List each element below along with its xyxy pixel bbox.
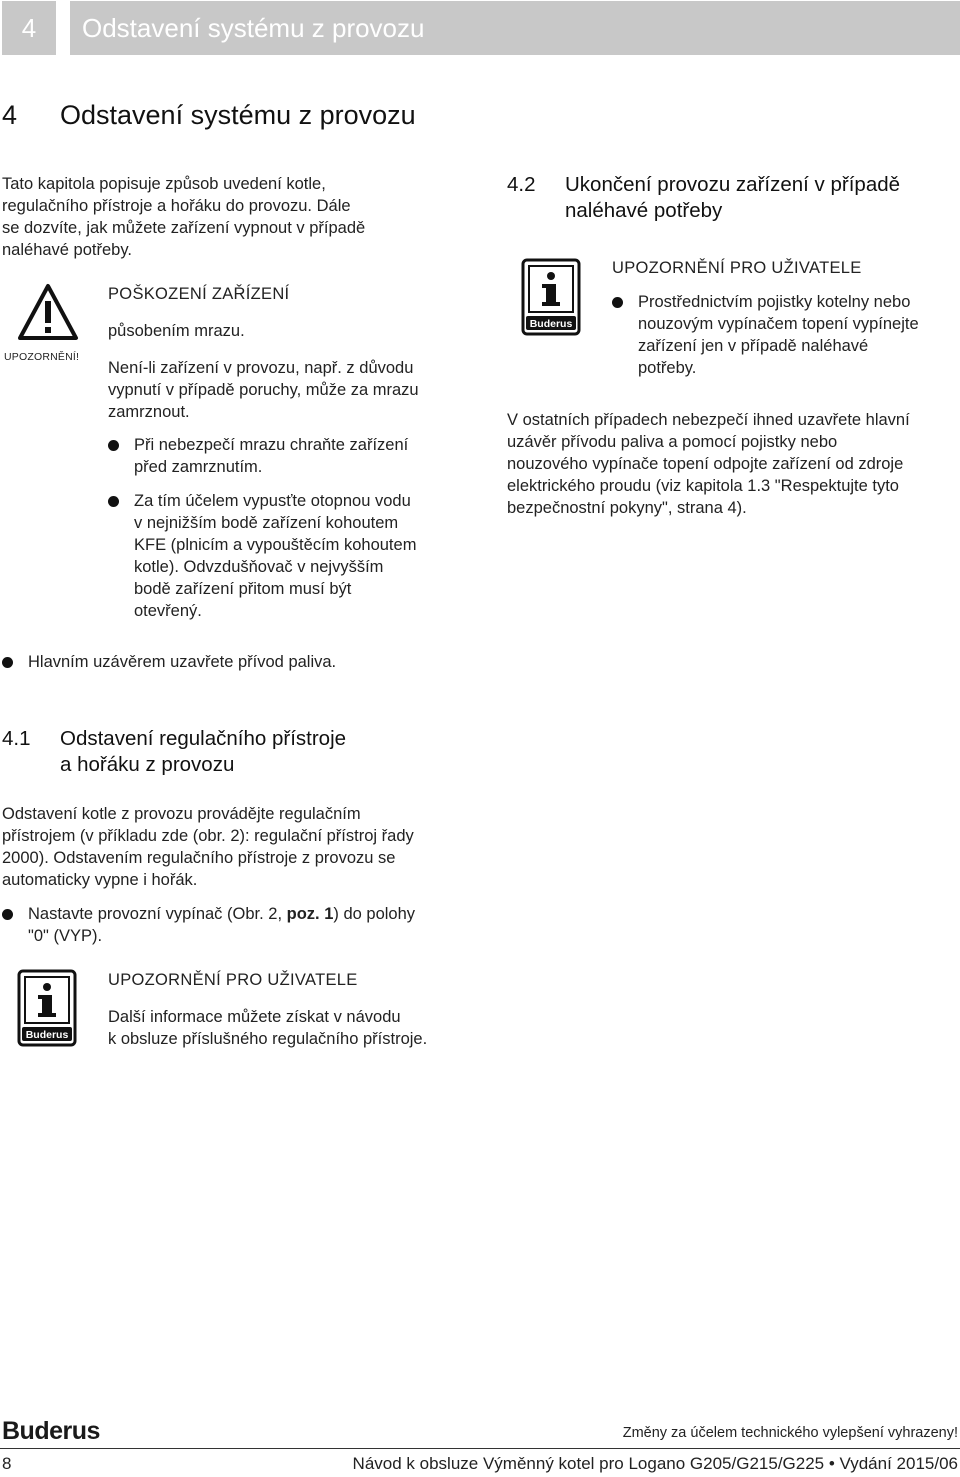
warning-triangle-icon [17, 283, 79, 341]
fuel-supply-bullet [28, 651, 336, 673]
change-note: Změny za účelem technického vylepšení vyhrazeny! [622, 1425, 958, 1441]
intro-line: se dozvíte, jak můžete zařízení vypnout v případě [2, 219, 366, 237]
section-number: 4.2 [507, 173, 536, 196]
bullet-line: KFE (plnicím a vypouštěcím kohoutem [134, 536, 417, 554]
paragraph-line: 2000). Odstavením regulačního přístroje z provozu se [2, 849, 396, 867]
notice-bullet [638, 291, 919, 379]
bullet-line: zařízení jen v případě naléhavé [638, 337, 869, 355]
warning-text-line: Není-li zařízení v provozu, např. z důvodu [108, 359, 414, 377]
notice-text [108, 1006, 427, 1050]
buderus-logo: Buderus [2, 1417, 100, 1445]
bullet-dot-icon [612, 297, 623, 308]
chapter-title-bar: Odstavení systému z provozu [70, 1, 960, 55]
warning-text-line: vypnutí v případě poruchy, může za mrazu [108, 381, 419, 399]
page-title-number: 4 [2, 100, 18, 130]
bullet-line: bodě zařízení přitom musí být [134, 580, 352, 598]
paragraph-line: V ostatních případech nebezpečí ihned uzavřete hlavní [507, 411, 910, 429]
bullet-line: "0" (VYP). [28, 927, 103, 945]
bullet-line: Prostřednictvím pojistky kotelny nebo [638, 293, 911, 311]
warning-bullet-2 [134, 490, 416, 622]
warning-text-line: zamrznout. [108, 403, 190, 421]
paragraph-line: bezpečnostní pokyny", strana 4). [507, 499, 747, 517]
bullet-line: Nastavte provozní vypínač (Obr. 2, poz. 1) do polohy [28, 905, 416, 923]
operating-switch-bullet [28, 903, 415, 947]
warning-title: POŠKOZENÍ ZAŘÍZENÍ [108, 285, 290, 303]
paragraph-line: automaticky vypne i hořák. [2, 871, 198, 889]
intro-paragraph [2, 173, 365, 261]
paragraph-line: uzávěr přívodu paliva a pomocí pojistky nebo [507, 433, 838, 451]
intro-line: Tato kapitola popisuje způsob uvedení kotle, [2, 175, 326, 193]
paragraph-line: elektrického proudu (viz kapitola 1.3 "Respektujte tyto [507, 477, 899, 495]
bullet-line: Hlavním uzávěrem uzavřete přívod paliva. [28, 653, 337, 671]
section-4-1-paragraph [2, 803, 414, 891]
warning-bullet-1 [134, 434, 408, 478]
section-title-line: Odstavení regulačního přístroje [60, 727, 347, 750]
paragraph-line: Odstavení kotle z provozu provádějte regulačním [2, 805, 361, 823]
section-4-2-paragraph [507, 409, 910, 519]
bullet-line: nouzovým vypínačem topení vypínejte [638, 315, 919, 333]
section-4-2-heading [507, 172, 900, 224]
section-number: 4.1 [2, 727, 31, 750]
bullet-line: Při nebezpečí mrazu chraňte zařízení [134, 436, 409, 454]
bullet-dot-icon [2, 657, 13, 668]
document-reference: Návod k obsluze Výměnný kotel pro Logano G205/G215/G225 • Vydání 2015/06 [352, 1454, 958, 1473]
intro-line: regulačního přístroje a hořáku do provozu. Dále [2, 197, 351, 215]
warning-label: UPOZORNĚNÍ! [4, 351, 80, 363]
info-icon [17, 969, 77, 1047]
bullet-dot-icon [2, 909, 13, 920]
notice-title: UPOZORNĚNÍ PRO UŽIVATELE [108, 971, 358, 989]
info-brand-text: Buderus [25, 1029, 69, 1041]
bullet-line: otevřený. [134, 602, 202, 620]
section-title-line: Ukončení provozu zařízení v případě [565, 173, 901, 196]
intro-line: naléhavé potřeby. [2, 241, 132, 259]
section-title-line: naléhavé potřeby [565, 199, 723, 222]
notice-line: Další informace můžete získat v návodu [108, 1008, 401, 1026]
paragraph-line: přístrojem (v příkladu zde (obr. 2): regulační přístroj řady [2, 827, 414, 845]
warning-subtitle: působením mrazu. [108, 322, 245, 340]
page-title [2, 100, 416, 131]
paragraph-line: nouzového vypínače topení odpojte zařízení od zdroje [507, 455, 904, 473]
footer-divider [0, 1448, 960, 1449]
warning-text [108, 357, 419, 423]
info-icon [521, 258, 581, 336]
bullet-line: kotle). Odvzdušňovač v nejvyšším [134, 558, 384, 576]
page-number: 8 [2, 1454, 12, 1473]
page-title-text: Odstavení systému z provozu [60, 100, 416, 130]
bullet-dot-icon [108, 440, 119, 451]
bullet-dot-icon [108, 496, 119, 507]
bullet-line: před zamrznutím. [134, 458, 263, 476]
chapter-number-box: 4 [2, 1, 56, 55]
info-brand-text: Buderus [529, 318, 573, 330]
section-title-line: a hořáku z provozu [60, 753, 235, 776]
notice-line: k obsluze příslušného regulačního přístroje. [108, 1030, 428, 1048]
bullet-line: v nejnižším bodě zařízení kohoutem [134, 514, 399, 532]
bullet-line: potřeby. [638, 359, 697, 377]
section-4-1-heading [2, 726, 346, 778]
notice-title: UPOZORNĚNÍ PRO UŽIVATELE [612, 259, 862, 277]
bullet-line: Za tím účelem vypusťte otopnou vodu [134, 492, 411, 510]
